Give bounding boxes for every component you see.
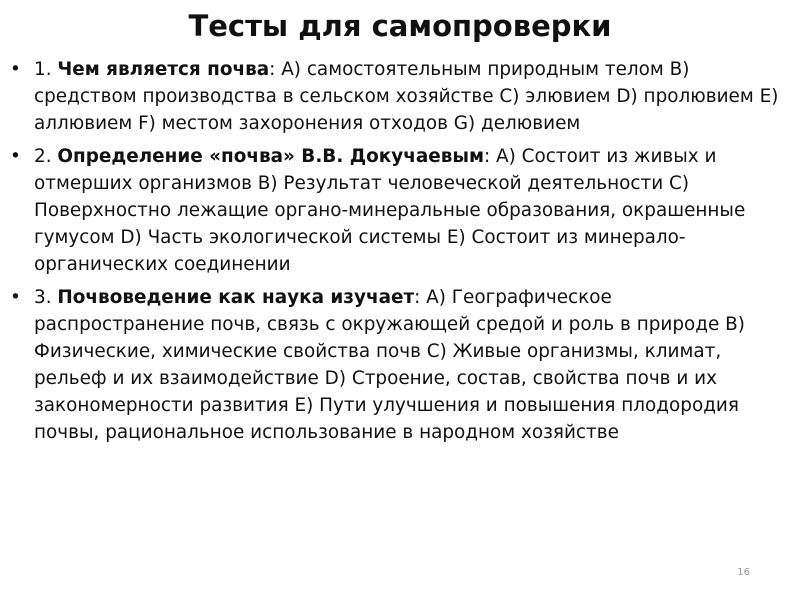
question-title: Почвоведение как наука изучает (57, 287, 415, 308)
bullet-icon: • (10, 287, 21, 308)
question-item-3 (8, 284, 783, 446)
question-answers: : A) Географическое распространение почв, связь с окружающей средой и роль в природе B) Физические, химические свойства почв C) Живые организмы, климат, рельеф и их взаимодействие D) Строение, состав, свойства почв и их закономерности развития E) Пути улучшения и повышения плодородия почвы, рациональное использование в народном хозяйстве (34, 287, 745, 443)
bullet-icon: • (10, 59, 21, 80)
question-number: 1. (34, 59, 52, 80)
slide-title: Тесты для самопроверки (188, 9, 612, 43)
question-item-2 (8, 143, 783, 278)
question-number: 3. (34, 287, 52, 308)
question-title: Чем является почва (57, 59, 270, 80)
question-item-1 (8, 56, 783, 137)
bullet-icon: • (10, 146, 21, 167)
question-answers: : A) Состоит из живых и отмерших организмов B) Результат человеческой деятельности C) Поверхностно лежащие органо-минеральные образования, окрашенные гумусом D) Часть экологической системы E) Состоит из минерало-органических соединении (34, 146, 746, 275)
question-answers: : A) самостоятельным природным телом B) средством производства в сельском хозяйстве C) элювием D) пролювием E) аллювием F) местом захоронения отходов G) делювием (34, 59, 779, 134)
question-title: Определение «почва» В.В. Докучаевым (57, 146, 485, 167)
page-number: 16 (737, 567, 750, 578)
question-number: 2. (34, 146, 52, 167)
question-list (8, 56, 783, 452)
